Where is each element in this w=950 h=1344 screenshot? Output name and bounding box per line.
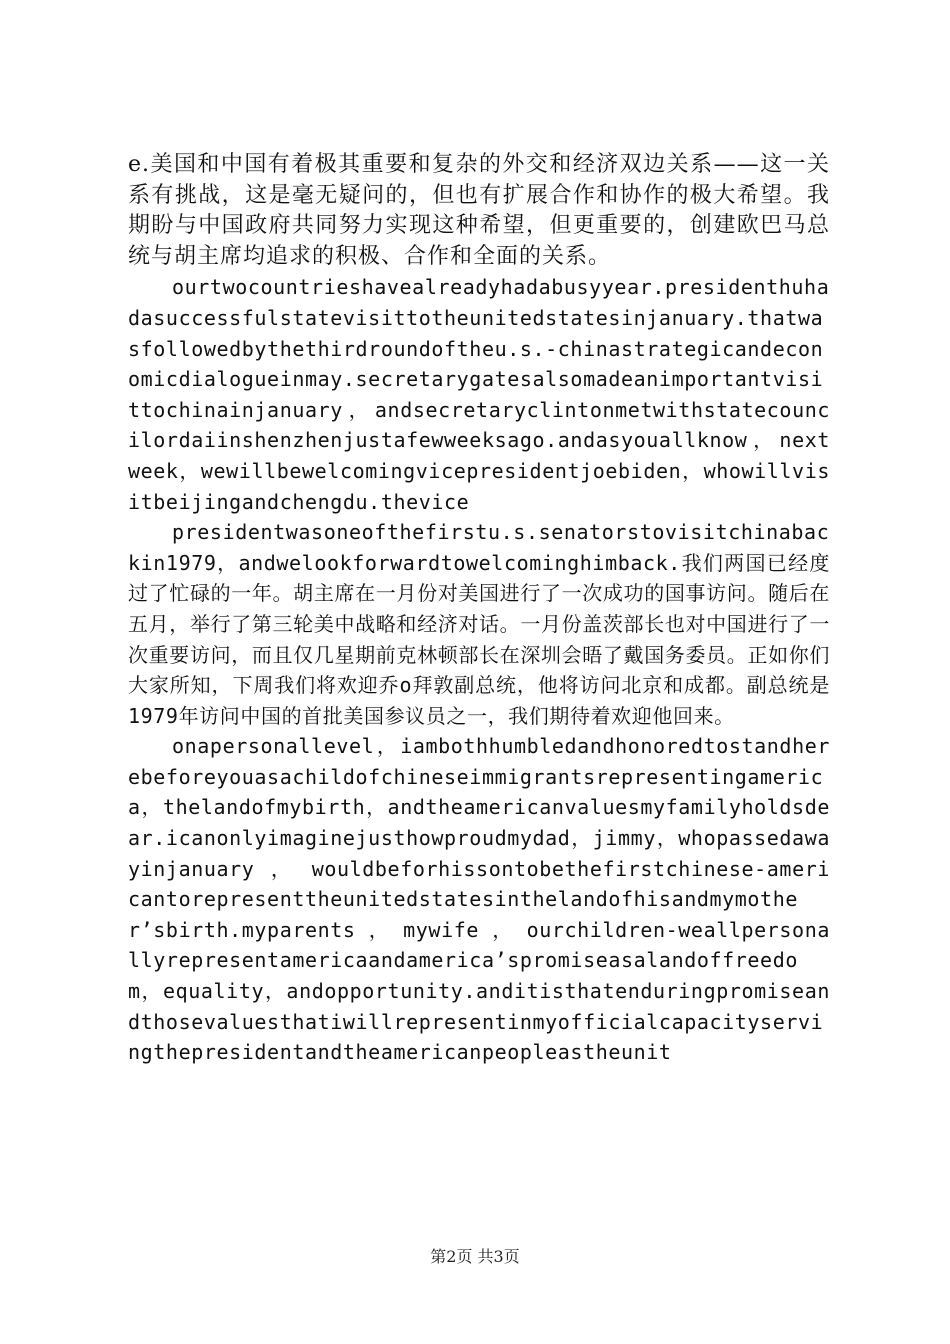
paragraph-2: ourtwocountrieshavealreadyhadabusyyear.presidenthuhadasuccessfulstatevisittotheunitedstatesinjanuary.thatwasfollowedbythethirdroundoftheu.s.-chinastrategicandeconomicdialogueinmay.secretarygatesalsomadeanimportantvisittochinainjanuary，andsecretaryclintonmetwithstatecouncilordaiinshenzhenjustafewweeksago.andasyouallknow，nextweek，wewillbewelcomingvicepresidentjoebiden，whowillvisitbeijingandchengdu.thevice bbox=[128, 275, 830, 514]
paragraph-4: onapersonallevel，iambothhumbledandhonoredtostandherebeforeyouasachildofchineseimmigrantsrepresentingamerica，thelandofmybirth，andtheamericanvaluesmyfamilyholdsdear.icanonlyimaginejusthowproudmydad，jimmy，whopassedawayinjanuary ， wouldbeforhissontobethefirstchinese-americantorepresenttheunitedstatesinthelandofhisandmymother’sbirth.myparents ， mywife ， ourchildren-weallpersonallyrepresentamericaandamerica’spromiseasalandoffreedom，equality，andopportunity.anditisthatenduringpromiseandthosevaluesthatiwillrepresentinmyofficialcapacityservingthepresidentandtheamericanpeopleastheunit bbox=[128, 734, 830, 1065]
paragraph-3: presidentwasoneofthefirstu.s.senatorstovisitchinabackin1979，andwelookforwardtowelcominghimback.我们两国已经度过了忙碌的一年。胡主席在一月份对美国进行了一次成功的国事访问。随后在五月，举行了第三轮美中战略和经济对话。一月份盖茨部长也对中国进行了一次重要访问，而且仅几星期前克林顿部长在深圳会晤了戴国务委员。正如你们大家所知，下周我们将欢迎乔o拜敦副总统，他将访问北京和成都。副总统是1979年访问中国的首批美国参议员之一，我们期待着欢迎他回来。 bbox=[128, 520, 830, 728]
page-number-footer: 第2页 共3页 bbox=[430, 1247, 520, 1266]
document-body bbox=[128, 150, 830, 1068]
paragraph-1: e.美国和中国有着极其重要和复杂的外交和经济双边关系——这一关系有挑战，这是毫无疑问的，但也有扩展合作和协作的极大希望。我期盼与中国政府共同努力实现这种希望，但更重要的，创建欧巴马总统与胡主席均追求的积极、合作和全面的关系。 bbox=[128, 152, 830, 269]
